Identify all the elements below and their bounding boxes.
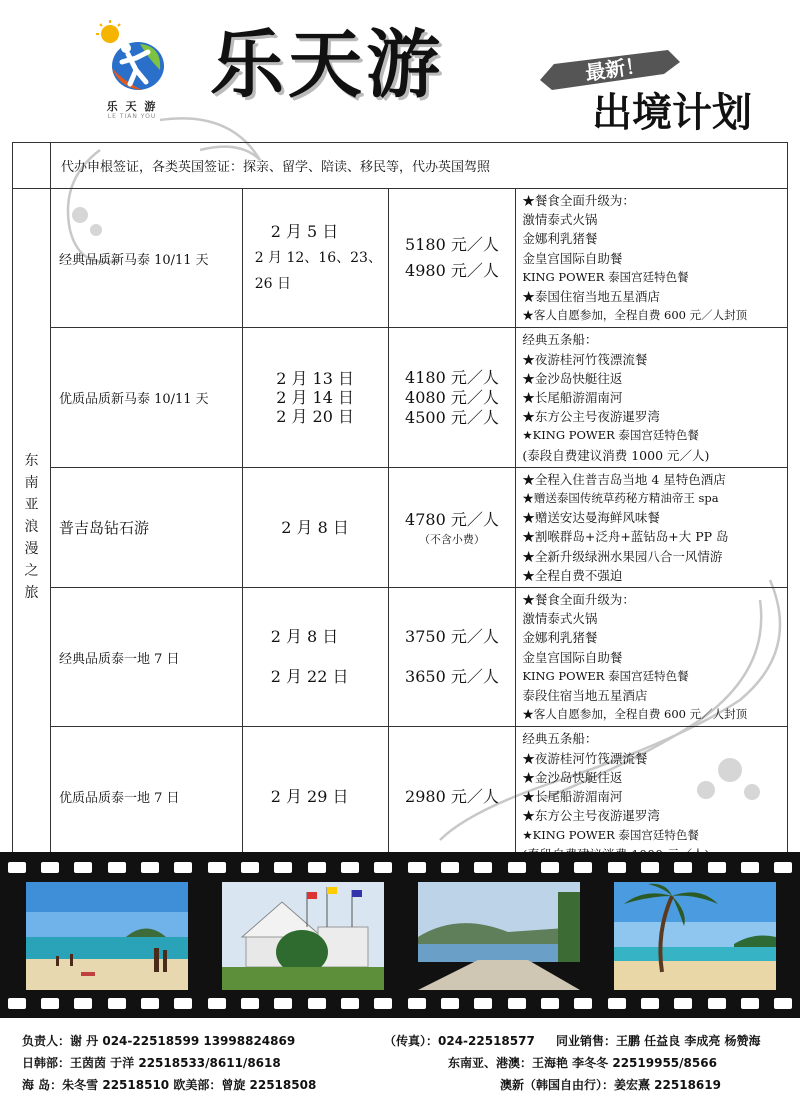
feature-line: ★全程自费不强迫 [522, 567, 623, 583]
feature-line: ★客人自愿参加，全程自费 600 元／人封顶 [522, 308, 748, 323]
feature-line: KING POWER 泰国宫廷特色餐 [522, 269, 689, 284]
tour-name: 经典品质新马泰 10/11 天 [50, 189, 242, 328]
feature-line: (泰段自费建议消费 1000 元／人) [522, 447, 710, 463]
ribbon-label: 最新！ [583, 52, 647, 86]
feature-line: ★餐食全面升级为： [522, 592, 635, 608]
film-holes-top [0, 857, 800, 877]
tour-name: 普吉岛钻石游 [50, 467, 242, 587]
table-row [13, 467, 788, 587]
beach-photo [26, 882, 188, 990]
date-line: 2 月 8 日 [281, 517, 349, 537]
date-line: 2 月 29 日 [270, 786, 349, 806]
tour-prices [388, 328, 516, 467]
table-row [13, 189, 788, 328]
price-line: 4980 元／人 [405, 261, 499, 281]
film-holes-bottom [0, 993, 800, 1013]
price-line: 4780 元／人 [405, 510, 499, 530]
feature-line: ★泰国住宿当地五星酒店 [522, 289, 660, 305]
price-note: （不含小费） [418, 533, 485, 547]
hotel-photo [222, 882, 384, 990]
feature-line: 泰段住宿当地五星酒店 [522, 688, 648, 704]
tour-features [516, 328, 788, 467]
tour-dates [242, 328, 388, 467]
table-row [13, 588, 788, 727]
subtitle: 出境计划 [592, 89, 752, 136]
contact-fax: （传真）：024-22518577 [384, 1034, 535, 1048]
feature-line: ★KING POWER 泰国宫廷特色餐 [522, 428, 699, 443]
contact-japan-korea: 日韩部：王茵茵 于洋 22518533/8611/8618 [22, 1056, 281, 1070]
feature-line: 经典五条船： [522, 332, 598, 348]
tour-dates [242, 727, 388, 866]
tour-prices [388, 588, 516, 727]
price-line: 4180 元／人 [405, 367, 499, 387]
tour-features [516, 727, 788, 866]
logo-subtext: LE TIAN YOU [107, 113, 157, 120]
notice-spacer [13, 143, 51, 189]
region-label [13, 189, 51, 867]
feature-line: 激情泰式火锅 [522, 611, 598, 627]
brand-title: 乐天游 [210, 22, 444, 108]
contact-islands-europe: 海 岛：朱冬雪 22518510 欧美部：曾旋 22518508 [22, 1078, 317, 1092]
logo-text: 乐 天 游 [106, 100, 158, 113]
tour-dates [242, 588, 388, 727]
feature-line: ★赠送安达曼海鲜风味餐 [522, 510, 660, 526]
feature-line: ★全程入住普吉岛当地 4 星特色酒店 [522, 471, 726, 487]
date-line: 2 月 12、16、23、 [254, 250, 382, 267]
feature-line: ★KING POWER 泰国宫廷特色餐 [522, 827, 699, 842]
table-row [13, 727, 788, 866]
date-line: 2 月 14 日 [276, 388, 354, 408]
feature-line: ★长尾船游湄南河 [522, 789, 623, 805]
feature-line: ★金沙岛快艇往返 [522, 769, 623, 785]
feature-line: 激情泰式火锅 [522, 212, 598, 228]
date-line: 2 月 8 日 [270, 627, 339, 647]
feature-line: 金皇宫国际自助餐 [522, 649, 623, 665]
contact-footer [0, 1022, 800, 1100]
tour-features [516, 189, 788, 328]
feature-line: ★赠送泰国传统草药秘方精油帝王 spa [522, 491, 719, 506]
feature-line: ★东方公主号夜游暹罗湾 [522, 409, 660, 425]
feature-line: 金皇宫国际自助餐 [522, 250, 623, 266]
film-strip [0, 852, 800, 1018]
contact-australia-nz: 澳新（韩国自由行）：姜宏熹 22518619 [500, 1078, 721, 1092]
feature-line: ★夜游桂河竹筏漂流餐 [522, 750, 648, 766]
contact-southeast-asia: 东南亚、港澳：王海艳 李冬冬 22519955/8566 [448, 1056, 717, 1070]
feature-line: ★全新升级绿洲水果园八合一风情游 [522, 548, 723, 564]
tour-prices [388, 189, 516, 328]
coastal-road-photo [418, 882, 580, 990]
tour-prices [388, 727, 516, 866]
feature-line: ★金沙岛快艇往返 [522, 370, 623, 386]
price-line: 4080 元／人 [405, 387, 499, 407]
date-line: 2 月 20 日 [276, 407, 354, 427]
date-line: 2 月 22 日 [270, 667, 349, 687]
tour-features [516, 467, 788, 587]
feature-line: 金娜利乳猪餐 [522, 231, 598, 247]
feature-line: KING POWER 泰国宫廷特色餐 [522, 668, 689, 683]
price-line: 2980 元／人 [405, 786, 499, 806]
tour-name: 经典品质泰一地 7 日 [50, 588, 242, 727]
feature-line: ★夜游桂河竹筏漂流餐 [522, 351, 648, 367]
visa-notice: 代办申根签证，各类英国签证：探亲、留学、陪读、移民等，代办英国驾照 [50, 143, 787, 189]
price-line: 3650 元／人 [405, 667, 499, 687]
tour-name: 优质品质新马泰 10/11 天 [50, 328, 242, 467]
feature-line: 金娜利乳猪餐 [522, 630, 598, 646]
tour-schedule-table [12, 142, 788, 867]
price-line: 4500 元／人 [405, 407, 499, 427]
contact-manager: 负责人：谢 丹 024-22518599 13998824869 [22, 1034, 296, 1048]
tour-dates [242, 467, 388, 587]
region-text: 东南亚浪漫之旅 [24, 453, 39, 602]
tour-dates [242, 189, 388, 328]
feature-line: ★东方公主号夜游暹罗湾 [522, 808, 660, 824]
tour-features [516, 588, 788, 727]
notice-row [13, 143, 788, 189]
feature-line: ★餐食全面升级为： [522, 193, 635, 208]
feature-line: ★割喉群岛+泛舟+蓝钻岛+大 PP 岛 [522, 529, 729, 545]
feature-line: 经典五条船： [522, 731, 598, 747]
contact-trade-sales: 同业销售：王鹏 任益良 李成亮 杨赞海 [556, 1034, 761, 1048]
table-row [13, 328, 788, 467]
date-line: 2 月 5 日 [270, 222, 339, 242]
feature-line: ★客人自愿参加，全程自费 600 元／人封顶 [522, 707, 748, 722]
price-line: 3750 元／人 [405, 627, 499, 647]
tour-prices [388, 467, 516, 587]
palm-beach-photo [614, 882, 776, 990]
date-line: 2 月 13 日 [276, 369, 354, 389]
tour-name: 优质品质泰一地 7 日 [50, 727, 242, 866]
date-line: 26 日 [254, 276, 291, 293]
price-line: 5180 元／人 [405, 235, 499, 255]
feature-line: ★长尾船游湄南河 [522, 390, 623, 406]
